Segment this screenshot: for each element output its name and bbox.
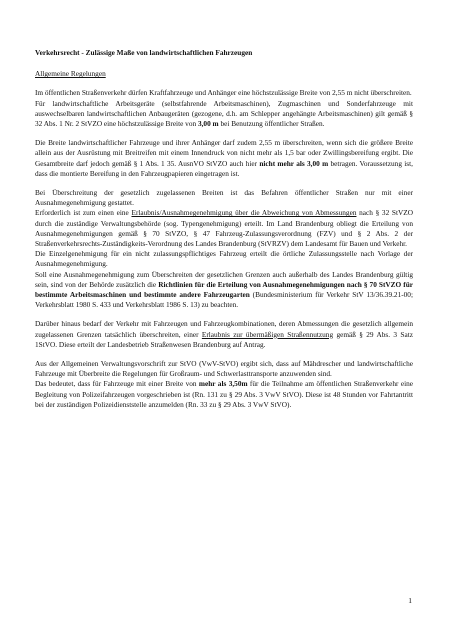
- paragraph-text: Soll eine Ausnahmegenehmigung zum Überschreiten der gesetzlichen Grenzen auch außerhalb des Landes Brandenburg gültig sein, sind von der Behörde zusätzlich die: [35, 269, 413, 289]
- paragraph-text: Im öffentlichen Straßenverkehr dürfen Kraftfahrzeuge und Anhänger eine höchstzulässige Breite von 2,55 m nicht überschreiten.: [35, 88, 412, 98]
- paragraph-road-use: [35, 319, 413, 350]
- bold-text: nicht mehr als 3,00 m: [259, 158, 329, 168]
- paragraph-permit: [35, 208, 413, 249]
- paragraph-text: Die Einzelgenehmigung für ein nicht zulassungspflichtiges Fahrzeug erteilt die örtliche Zulassungsstelle nach Vorlage der Ausnahmegenehmigung.: [35, 249, 413, 269]
- underlined-text: Erlaubnis zur übermäßigen Straßennutzung: [201, 329, 334, 339]
- paragraph-text: nach § 32 StVZO durch die zuständige Verwaltungsbehörde (sog. Typengenehmigung) erteilt. Im Land Brandenburg obliegt die Erteilung von Ausnahmegenehmigungen gemäß § 70 StVZO, § 47 Fahrzeug-Zulassungsverordnung (FZV) und § 2 Abs. 2 der Straßenverkehrsrechts-Zuständigkeits-Verordnung des Landes Brandenburg (StVRZV) dem Landesamt für Bauen und Verkehr.: [35, 208, 413, 249]
- paragraph-police-escort: [35, 379, 413, 410]
- paragraph-text: gemäß § 29 Abs. 3 Satz 1StVO. Diese erteilt der Landesbetrieb Straßenwesen Brandenburg auf Antrag.: [35, 329, 413, 349]
- paragraph-text: Das bedeutet, dass für Fahrzeuge mit einer Breite von: [35, 379, 199, 389]
- paragraph-vwv-stvo: [35, 359, 413, 379]
- paragraph-guidelines: [35, 270, 413, 311]
- paragraph-general-width: [35, 88, 413, 98]
- document-title: Verkehrsrecht - Zulässige Maße von landwirtschaftlichen Fahrzeugen: [35, 48, 253, 57]
- paragraph-text: für die Teilnahme am öffentlichen Straßenverkehr eine Begleitung von Polizeifahrzeugen vorgeschrieben ist (Rn. 131 zu § 29 Abs. 3 VwV StVO). Diese ist 48 Stunden vor Fahrtantritt bei der zuständigen Polizeidienststelle anzumelden (Rn. 33 zu § 29 Abs. 3 VwV StVO).: [35, 379, 413, 409]
- paragraph-tires: [35, 138, 413, 179]
- paragraph-single-permit: [35, 249, 413, 269]
- paragraph-text: Aus der Allgemeinen Verwaltungsvorschrift zur StVO (VwV-StVO) ergibt sich, dass auf Mähdrescher und landwirtschaftliche Fahrzeuge mit Überbreite die Regelungen für Großraum- und Schwerlasttransporte anzuwenden sind.: [35, 359, 413, 379]
- paragraph-text: Die Breite landwirtschaftlicher Fahrzeuge und ihrer Anhänger darf zudem 2,55 m überschreiten, wenn sich die größere Breite allein aus der Ausrüstung mit Breitreifen mit einem Innendruck von nicht mehr als 1,5 bar oder Zwillingsbereifung ergibt. Die Gesamtbreite darf jedoch gemäß § 1 Abs. 1 35. AusnVO StVZO auch hier: [35, 138, 413, 168]
- paragraph-text: Erforderlich ist zum einen eine: [35, 208, 132, 218]
- bold-text: Richtlinien für die Erteilung von Ausnahmegenehmigungen nach § 70 StVZO für bestimmte Arbeitsmaschinen und bestimmte andere Fahrzeugarten: [35, 279, 413, 300]
- paragraph-text: bei Benutzung öffentlicher Straßen.: [218, 119, 325, 129]
- section-heading: Allgemeine Regelungen: [35, 69, 106, 79]
- paragraph-exception-required: [35, 188, 413, 208]
- paragraph-text: Darüber hinaus bedarf der Verkehr mit Fahrzeugen und Fahrzeugkombinationen, deren Abmessungen die gesetzlich allgemein zugelassenen Grenzen tatsächlich überschreiten, einer: [35, 319, 413, 339]
- underlined-text: Erlaubnis/Ausnahmegenehmigung über die Abweichung von Abmessungen: [131, 208, 357, 218]
- paragraph-text: (Bundesministerium für Verkehr StV 13/36.39.21-00; Verkehrsblatt 1980 S. 433 und Verkehrsblatt 1986 S. 13) zu beachten.: [35, 290, 413, 310]
- paragraph-agricultural-width: [35, 99, 413, 130]
- paragraph-text: betragen. Voraussetzung ist, dass die montierte Bereifung in den Fahrzeugpapieren eingetragen ist.: [35, 158, 413, 178]
- bold-text: mehr als 3,50m: [198, 379, 248, 389]
- page-number: 1: [408, 596, 412, 605]
- bold-text: 3,00 m: [197, 119, 219, 129]
- paragraph-text: Bei Überschreitung der gesetzlich zugelassenen Breiten ist das Befahren öffentlicher Straßen nur mit einer Ausnahmegenehmigung gestattet.: [35, 188, 413, 208]
- paragraph-text: Für landwirtschaftliche Arbeitsgeräte (selbstfahrende Arbeitsmaschinen), Zugmaschinen und Sonderfahrzeuge mit auswechselbaren landwirtschaftlichen Anbaugeräten (gezogene, d.h. am Schlepper angehängte Arbeitsmaschinen) gilt gemäß § 32 Abs. 1 Nr. 2 StVZO eine höchstzulässige Breite von: [35, 98, 413, 129]
